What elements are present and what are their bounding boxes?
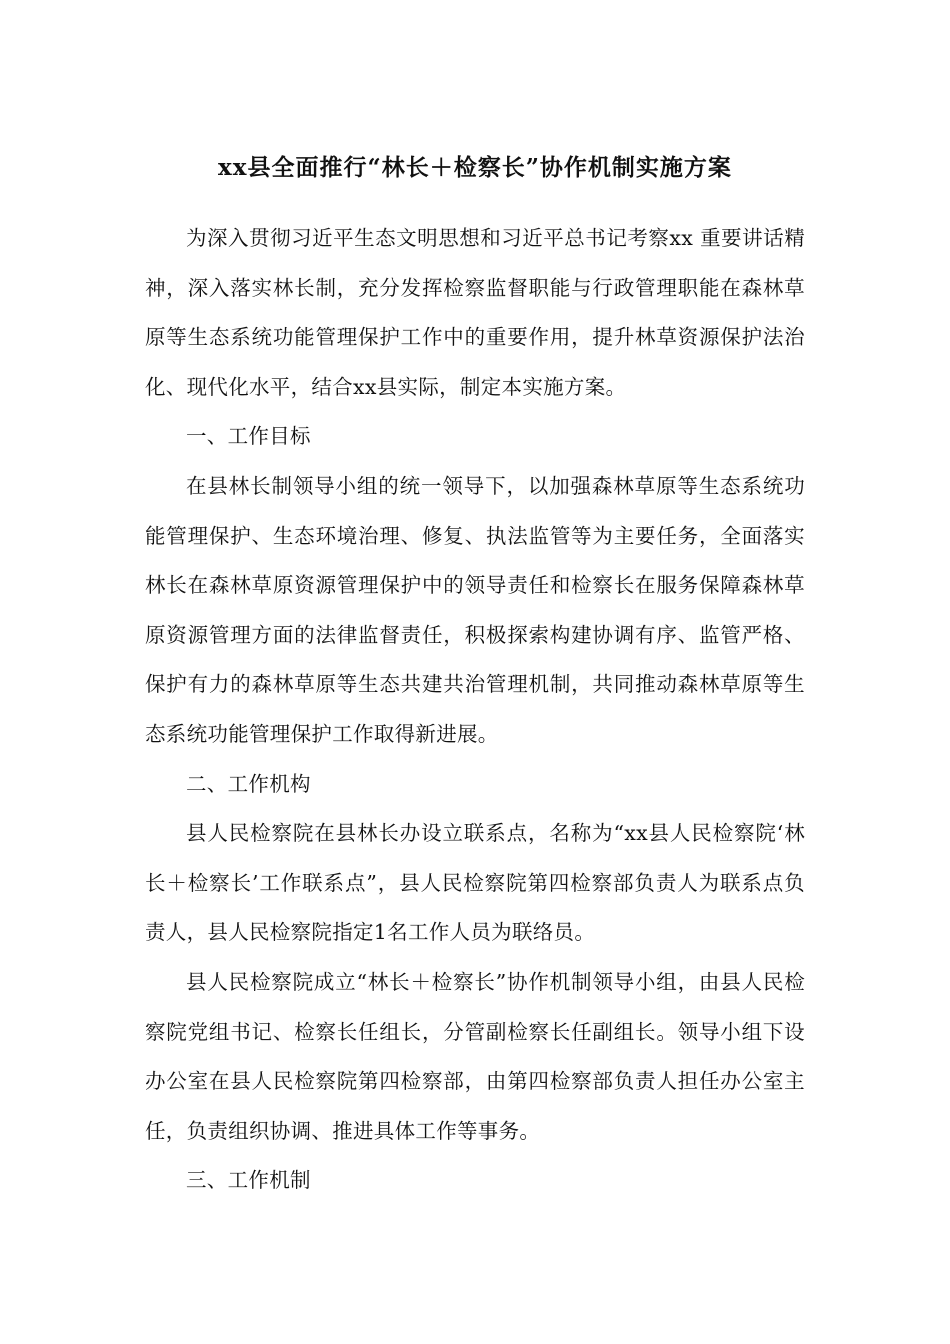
intro-paragraph: 为深入贯彻习近平生态文明思想和习近平总书记考察xx 重要讲话精神，深入落实林长制，充分发挥检察监督职能与行政管理职能在森林草原等生态系统功能管理保护工作中的重要作用，提升林草资源保护法治化、现代化水平，结合xx县实际，制定本实施方案。 bbox=[145, 226, 805, 399]
document-body bbox=[145, 214, 805, 1206]
document-title: xx县全面推行“林长＋检察长”协作机制实施方案 bbox=[218, 154, 732, 181]
organization-paragraph-2: 县人民检察院成立“林长＋检察长”协作机制领导小组，由县人民检察院党组书记、检察长任组长，分管副检察长任副组长。领导小组下设办公室在县人民检察院第四检察部，由第四检察部负责人担任办公室主任，负责组织协调、推进具体工作等事务。 bbox=[145, 969, 805, 1143]
organization-paragraph-1: 县人民检察院在县林长办设立联系点，名称为“xx县人民检察院‘林长＋检察长’工作联系点”，县人民检察院第四检察部负责人为联系点负责人，县人民检察院指定1名工作人员为联络员。 bbox=[145, 821, 805, 945]
section-heading-organization: 二、工作机构 bbox=[186, 771, 311, 796]
section-heading-mechanism: 三、工作机制 bbox=[186, 1168, 311, 1193]
section-heading-goals: 一、工作目标 bbox=[186, 424, 311, 449]
goals-paragraph: 在县林长制领导小组的统一领导下，以加强森林草原等生态系统功能管理保护、生态环境治理、修复、执法监管等为主要任务，全面落实林长在森林草原资源管理保护中的领导责任和检察长在服务保障森林草原资源管理方面的法律监督责任，积极探索构建协调有序、监管严格、保护有力的森林草原等生态共建共治管理机制，共同推动森林草原等生态系统功能管理保护工作取得新进展。 bbox=[145, 473, 805, 746]
